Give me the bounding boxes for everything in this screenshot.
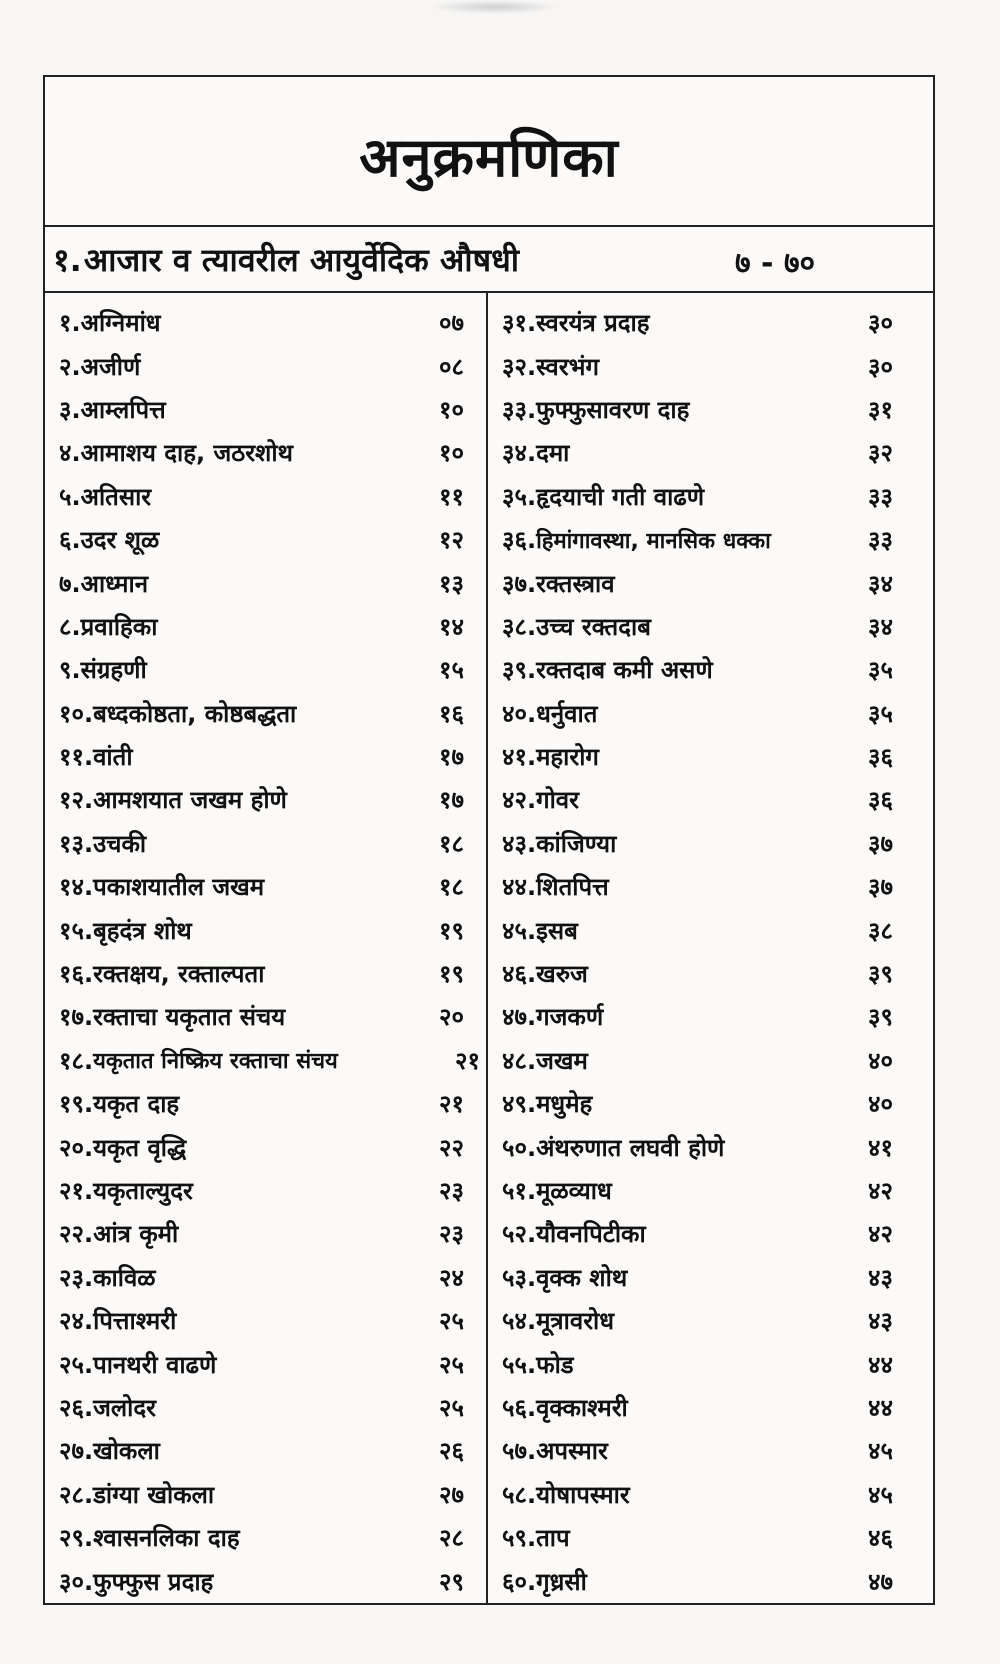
index-entry bbox=[59, 561, 486, 604]
entry-number: ४९. bbox=[502, 1090, 537, 1119]
entry-page-number: ३७ bbox=[868, 873, 893, 902]
entry-page-number: १९ bbox=[439, 916, 464, 945]
entry-number: १६. bbox=[59, 960, 94, 989]
entry-title: पकाशयातील जखम bbox=[93, 873, 265, 902]
entry-title: श्वासनलिका दाह bbox=[93, 1524, 240, 1553]
index-entry bbox=[59, 1429, 486, 1472]
entry-page-number: १३ bbox=[439, 569, 464, 598]
index-entry bbox=[59, 1299, 486, 1342]
entry-number: ५. bbox=[59, 482, 81, 511]
index-entry bbox=[502, 1429, 933, 1472]
index-entry bbox=[502, 908, 933, 951]
index-entry bbox=[59, 692, 486, 735]
index-entry bbox=[502, 605, 933, 648]
entry-title: धर्नुवात bbox=[536, 699, 598, 728]
entry-number: ३. bbox=[59, 395, 81, 424]
index-entry bbox=[59, 778, 486, 821]
entry-page-number: ३६ bbox=[868, 786, 893, 815]
index-entry bbox=[59, 431, 486, 474]
entry-page-number: ०७ bbox=[439, 309, 464, 338]
entry-number: ४५. bbox=[502, 916, 537, 945]
entry-title: जलोदर bbox=[93, 1393, 156, 1422]
entry-title: रक्ताचा यकृतात संचय bbox=[93, 1003, 286, 1032]
entry-page-number: २५ bbox=[439, 1350, 464, 1379]
entry-number: ५८. bbox=[502, 1480, 537, 1509]
index-entry bbox=[59, 1386, 486, 1429]
index-entry bbox=[502, 778, 933, 821]
entry-title: रक्तक्षय, रक्ताल्पता bbox=[93, 960, 265, 989]
entry-title: यकृत वृद्धि bbox=[93, 1133, 187, 1162]
entry-title: महारोग bbox=[536, 743, 599, 772]
index-entry bbox=[502, 1473, 933, 1516]
entry-page-number: ३५ bbox=[868, 656, 893, 685]
entry-number: २५. bbox=[59, 1350, 94, 1379]
entry-page-number: ३५ bbox=[868, 699, 893, 728]
index-entry bbox=[502, 648, 933, 691]
entry-page-number: १५ bbox=[439, 656, 464, 685]
entry-number: २. bbox=[59, 352, 81, 381]
entry-page-number: १० bbox=[439, 395, 464, 424]
entry-page-number: २३ bbox=[439, 1177, 464, 1205]
entry-page-number: २१ bbox=[455, 1046, 480, 1075]
entry-page-number: ३७ bbox=[868, 829, 893, 858]
index-entry bbox=[59, 605, 486, 648]
entry-page-number: १० bbox=[439, 439, 464, 468]
index-entry bbox=[59, 1082, 486, 1125]
entry-page-number: २९ bbox=[439, 1567, 464, 1596]
entry-number: २०. bbox=[59, 1133, 94, 1162]
entry-title: योषापस्मार bbox=[536, 1480, 630, 1509]
index-entry bbox=[59, 822, 486, 865]
entry-number: २६. bbox=[59, 1393, 94, 1422]
index-entry bbox=[502, 518, 933, 561]
index-entry bbox=[59, 475, 486, 518]
entry-title: यकृताल्युदर bbox=[93, 1177, 193, 1205]
index-entry bbox=[502, 952, 933, 995]
entry-title: फोड bbox=[536, 1350, 574, 1379]
entry-number: ४४. bbox=[502, 873, 537, 902]
entry-number: १७. bbox=[59, 1003, 94, 1032]
entry-number: ५०. bbox=[502, 1133, 537, 1162]
entry-title: इसब bbox=[536, 916, 578, 945]
index-entry bbox=[502, 475, 933, 518]
index-entry bbox=[59, 995, 486, 1038]
entry-number: ३४. bbox=[502, 439, 537, 468]
entry-number: ५५. bbox=[502, 1350, 537, 1379]
entry-page-number: १६ bbox=[439, 699, 464, 728]
entry-title: बध्दकोष्ठता, कोष्ठबद्धता bbox=[93, 699, 297, 728]
entry-number: ३९. bbox=[502, 656, 537, 685]
entry-number: ३६. bbox=[502, 526, 537, 555]
entry-number: ३५. bbox=[502, 482, 537, 511]
entry-title: मूळव्याध bbox=[536, 1177, 612, 1205]
entry-number: ३८. bbox=[502, 612, 537, 641]
entry-page-number: ३९ bbox=[868, 960, 893, 989]
index-entry bbox=[59, 865, 486, 908]
entry-title: अपस्मार bbox=[536, 1437, 608, 1466]
entry-page-number: ३२ bbox=[868, 439, 893, 468]
index-entry bbox=[59, 648, 486, 691]
entry-number: ४०. bbox=[502, 699, 537, 728]
entry-page-number: २८ bbox=[439, 1524, 464, 1553]
entry-number: ३१. bbox=[502, 309, 537, 338]
index-entry bbox=[59, 301, 486, 344]
entry-page-number: ०८ bbox=[439, 352, 464, 381]
entry-title: प्रवाहिका bbox=[80, 612, 158, 641]
entry-number: ५१. bbox=[502, 1177, 537, 1205]
entry-number: ४६. bbox=[502, 960, 537, 989]
entry-number: १३. bbox=[59, 829, 94, 858]
entry-number: ६. bbox=[59, 526, 81, 555]
entry-number: १४. bbox=[59, 873, 94, 902]
index-entry bbox=[502, 301, 933, 344]
entry-page-number: ४४ bbox=[868, 1393, 893, 1422]
entry-title: अंथरुणात लघवी होणे bbox=[536, 1133, 725, 1162]
page-title: अनुक्रमणिका bbox=[359, 126, 619, 189]
entry-title: यौवनपिटीका bbox=[536, 1220, 646, 1249]
entry-number: ४. bbox=[59, 439, 81, 468]
index-entry bbox=[59, 735, 486, 778]
index-entry bbox=[59, 1342, 486, 1385]
entry-page-number: ३६ bbox=[868, 743, 893, 772]
entry-number: १. bbox=[59, 309, 81, 338]
index-entry bbox=[59, 1256, 486, 1299]
entry-page-number: ३० bbox=[868, 352, 893, 381]
entry-page-number: ४० bbox=[868, 1090, 893, 1119]
title-box bbox=[45, 77, 933, 227]
entry-number: ३०. bbox=[59, 1567, 94, 1596]
entry-page-number: २५ bbox=[439, 1393, 464, 1422]
entry-number: १५. bbox=[59, 916, 94, 945]
page-smudge bbox=[430, 0, 560, 14]
entry-number: ५२. bbox=[502, 1220, 537, 1249]
index-entry bbox=[502, 561, 933, 604]
entry-title: अजीर्ण bbox=[80, 352, 141, 381]
section-title: आजार व त्यावरील आयुर्वेदिक औषधी bbox=[83, 240, 520, 279]
index-entry bbox=[502, 1039, 933, 1082]
index-entry bbox=[502, 1516, 933, 1559]
index-entry bbox=[59, 908, 486, 951]
index-entry bbox=[502, 1169, 933, 1212]
entry-number: ५७. bbox=[502, 1437, 537, 1466]
entry-title: पानथरी वाढणे bbox=[93, 1350, 217, 1379]
entry-title: गोवर bbox=[536, 786, 579, 815]
entry-title: काविळ bbox=[93, 1263, 156, 1292]
entry-page-number: ३४ bbox=[868, 612, 893, 641]
index-entry bbox=[502, 1342, 933, 1385]
entry-page-number: ४५ bbox=[868, 1437, 893, 1466]
entry-number: ३७. bbox=[502, 569, 537, 598]
entry-number: ५६. bbox=[502, 1393, 537, 1422]
entry-number: ५९. bbox=[502, 1524, 537, 1553]
entry-page-number: ४१ bbox=[868, 1133, 893, 1162]
entry-title: उदर शूळ bbox=[80, 526, 160, 555]
entry-page-number: ३४ bbox=[868, 569, 893, 598]
index-entry bbox=[59, 388, 486, 431]
entry-page-number: १७ bbox=[439, 743, 464, 772]
entry-title: अतिसार bbox=[80, 482, 152, 511]
entry-number: २१. bbox=[59, 1177, 94, 1205]
entry-number: ४२. bbox=[502, 786, 537, 815]
entry-title: आम्लपित्त bbox=[80, 395, 166, 424]
index-entry bbox=[502, 1125, 933, 1168]
left-column bbox=[45, 293, 488, 1603]
entry-page-number: १४ bbox=[439, 612, 464, 641]
entry-title: गृध्रसी bbox=[536, 1567, 587, 1596]
entry-page-number: ४३ bbox=[868, 1307, 893, 1336]
index-entry bbox=[502, 735, 933, 778]
entry-title: पित्ताश्मरी bbox=[93, 1307, 177, 1336]
index-entry bbox=[59, 1559, 486, 1602]
entry-page-number: २४ bbox=[439, 1263, 464, 1292]
index-frame bbox=[43, 75, 935, 1605]
entry-title: वृक्क शोथ bbox=[536, 1263, 628, 1292]
entry-number: ४७. bbox=[502, 1003, 537, 1032]
index-entry bbox=[502, 1299, 933, 1342]
entry-title: गजकर्ण bbox=[536, 1003, 604, 1032]
entry-number: ५४. bbox=[502, 1307, 537, 1336]
entry-number: ३३. bbox=[502, 395, 537, 424]
entry-page-number: ४२ bbox=[868, 1220, 893, 1249]
entry-title: आमाशय दाह, जठरशोथ bbox=[80, 439, 293, 468]
index-entry bbox=[502, 431, 933, 474]
entry-title: रक्तस्त्राव bbox=[536, 569, 615, 598]
section-header bbox=[45, 227, 933, 293]
entry-title: उचकी bbox=[93, 829, 147, 858]
entry-page-number: २७ bbox=[439, 1480, 464, 1509]
entry-number: २७. bbox=[59, 1437, 94, 1466]
entry-title: मूत्रावरोध bbox=[536, 1307, 615, 1336]
entry-page-number: ३९ bbox=[868, 1003, 893, 1032]
index-entry bbox=[502, 995, 933, 1038]
entry-page-number: २२ bbox=[439, 1133, 464, 1162]
index-entry bbox=[59, 1125, 486, 1168]
entry-title: जखम bbox=[536, 1046, 588, 1075]
entry-page-number: २५ bbox=[439, 1307, 464, 1336]
entry-number: ८. bbox=[59, 612, 81, 641]
entry-number: ५३. bbox=[502, 1263, 537, 1292]
entry-title: ताप bbox=[536, 1524, 570, 1553]
entry-page-number: २६ bbox=[439, 1437, 464, 1466]
entry-title: हृदयाची गती वाढणे bbox=[536, 482, 705, 511]
entry-page-number: १८ bbox=[439, 829, 464, 858]
entry-page-number: ३३ bbox=[868, 526, 893, 555]
entry-number: २८. bbox=[59, 1480, 94, 1509]
entry-page-number: ४३ bbox=[868, 1263, 893, 1292]
entry-page-number: १९ bbox=[439, 960, 464, 989]
entry-number: ११. bbox=[59, 743, 94, 772]
entry-title: फुफ्फुस प्रदाह bbox=[93, 1567, 214, 1596]
index-entry bbox=[502, 1082, 933, 1125]
entry-title: दमा bbox=[536, 439, 570, 468]
entry-page-number: १७ bbox=[439, 786, 464, 815]
index-entry bbox=[502, 344, 933, 387]
index-entry bbox=[502, 388, 933, 431]
entry-page-number: ११ bbox=[439, 482, 464, 511]
entry-page-number: १२ bbox=[439, 526, 464, 555]
entry-title: बृहदंत्र शोथ bbox=[93, 916, 192, 945]
entry-number: २४. bbox=[59, 1307, 94, 1336]
entry-title: शितपित्त bbox=[536, 873, 609, 902]
entry-title: स्वरयंत्र प्रदाह bbox=[536, 309, 650, 338]
entry-title: रक्तदाब कमी असणे bbox=[536, 656, 713, 685]
entry-page-number: २१ bbox=[439, 1090, 464, 1119]
index-entry bbox=[502, 1212, 933, 1255]
entry-title: वृक्काश्मरी bbox=[536, 1393, 628, 1422]
entry-number: ३२. bbox=[502, 352, 537, 381]
entry-title: फुफ्फुसावरण दाह bbox=[536, 395, 690, 424]
right-column bbox=[488, 293, 933, 1603]
entry-page-number: ३८ bbox=[868, 916, 893, 945]
entry-title: हिमांगावस्था, मानसिक धक्का bbox=[536, 528, 771, 554]
index-entry bbox=[502, 1559, 933, 1602]
entry-page-number: ३१ bbox=[868, 395, 893, 424]
index-columns bbox=[45, 293, 933, 1603]
index-entry bbox=[59, 1212, 486, 1255]
section-page-range: ७ - ७० bbox=[735, 246, 816, 281]
entry-title: मधुमेह bbox=[536, 1090, 593, 1119]
index-entry bbox=[502, 1256, 933, 1299]
entry-title: खोकला bbox=[93, 1437, 160, 1466]
entry-title: खरुज bbox=[536, 960, 588, 989]
entry-page-number: ४० bbox=[868, 1046, 893, 1075]
entry-page-number: २० bbox=[439, 1003, 464, 1032]
index-entry bbox=[502, 692, 933, 735]
entry-number: २९. bbox=[59, 1524, 94, 1553]
entry-page-number: ४४ bbox=[868, 1350, 893, 1379]
entry-title: आंत्र कृमी bbox=[93, 1220, 179, 1249]
index-entry bbox=[502, 1386, 933, 1429]
entry-page-number: ४२ bbox=[868, 1177, 893, 1205]
entry-number: १८. bbox=[59, 1046, 94, 1075]
entry-number: ९. bbox=[59, 656, 81, 685]
index-entry bbox=[59, 952, 486, 995]
entry-page-number: २३ bbox=[439, 1220, 464, 1249]
entry-page-number: ४६ bbox=[868, 1524, 893, 1553]
entry-title: डांग्या खोकला bbox=[93, 1480, 215, 1509]
entry-number: ४३. bbox=[502, 829, 537, 858]
entry-page-number: ३० bbox=[868, 309, 893, 338]
entry-page-number: ३३ bbox=[868, 482, 893, 511]
entry-number: २३. bbox=[59, 1263, 94, 1292]
entry-page-number: ४५ bbox=[868, 1480, 893, 1509]
entry-title: कांजिण्या bbox=[536, 829, 617, 858]
index-entry bbox=[59, 1169, 486, 1212]
index-entry bbox=[59, 518, 486, 561]
entry-number: ४८. bbox=[502, 1046, 537, 1075]
entry-number: ६०. bbox=[502, 1567, 537, 1596]
entry-title: यकृतात निष्क्रिय रक्ताचा संचय bbox=[93, 1049, 338, 1075]
entry-number: ७. bbox=[59, 569, 81, 598]
section-number: १. bbox=[53, 240, 82, 279]
index-entry bbox=[59, 1473, 486, 1516]
entry-title: संग्रहणी bbox=[80, 656, 147, 685]
index-entry bbox=[59, 344, 486, 387]
entry-number: ४१. bbox=[502, 743, 537, 772]
entry-title: स्वरभंग bbox=[536, 352, 599, 381]
index-entry bbox=[502, 822, 933, 865]
entry-title: आध्मान bbox=[80, 569, 149, 598]
entry-number: २२. bbox=[59, 1220, 94, 1249]
entry-title: यकृत दाह bbox=[93, 1090, 180, 1119]
index-entry bbox=[59, 1039, 486, 1082]
entry-title: आमशयात जखम होणे bbox=[93, 786, 287, 815]
entry-page-number: ४७ bbox=[868, 1567, 893, 1596]
entry-title: अग्निमांध bbox=[80, 309, 161, 338]
entry-page-number: १८ bbox=[439, 873, 464, 902]
entry-number: १९. bbox=[59, 1090, 94, 1119]
entry-title: उच्च रक्तदाब bbox=[536, 612, 651, 641]
entry-number: १२. bbox=[59, 786, 94, 815]
index-entry bbox=[502, 865, 933, 908]
index-entry bbox=[59, 1516, 486, 1559]
entry-title: वांती bbox=[93, 743, 133, 772]
entry-number: १०. bbox=[59, 699, 94, 728]
